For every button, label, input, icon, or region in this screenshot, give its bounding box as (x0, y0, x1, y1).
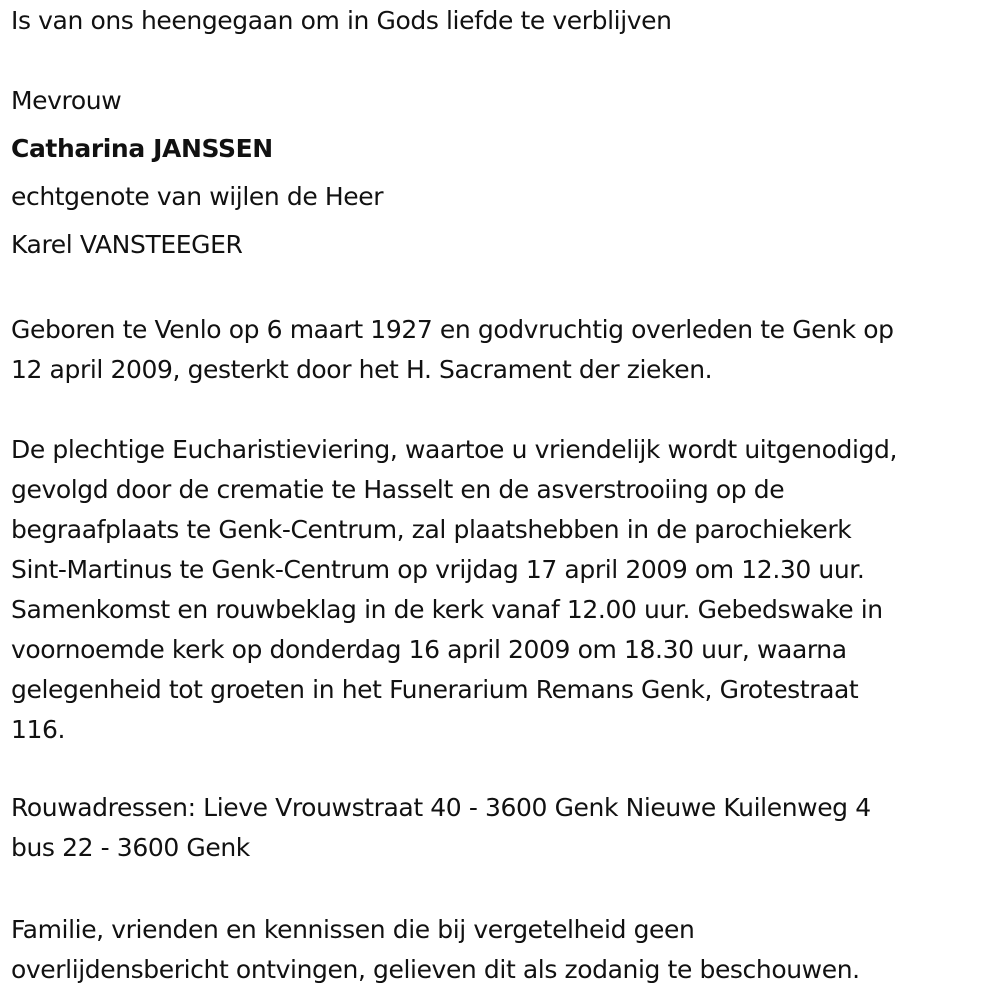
paragraph-line: Sint-Martinus te Genk-Centrum op vrijdag 17 april 2009 om 12.30 uur. (11, 555, 865, 584)
closing-note-paragraph (11, 910, 860, 990)
paragraph-line: 116. (11, 715, 66, 744)
birth-death-paragraph (11, 310, 894, 390)
intro-text: Is van ons heengegaan om in Gods liefde te verblijven (11, 6, 672, 35)
paragraph-line: 12 april 2009, gesterkt door het H. Sacrament der zieken. (11, 355, 713, 384)
paragraph-line: overlijdensbericht ontvingen, gelieven dit als zodanig te beschouwen. (11, 955, 860, 984)
salutation: Mevrouw (11, 86, 122, 115)
paragraph-line: begraafplaats te Genk-Centrum, zal plaatshebben in de parochiekerk (11, 515, 852, 544)
service-paragraph (11, 430, 897, 750)
paragraph-line: voornoemde kerk op donderdag 16 april 2009 om 18.30 uur, waarna (11, 635, 847, 664)
paragraph-line: De plechtige Eucharistieviering, waartoe u vriendelijk wordt uitgenodigd, (11, 435, 898, 464)
paragraph-line: Rouwadressen: Lieve Vrouwstraat 40 - 3600 Genk Nieuwe Kuilenweg 4 (11, 793, 871, 822)
paragraph-line: Geboren te Venlo op 6 maart 1927 en godvruchtig overleden te Genk op (11, 315, 894, 344)
spouse-name: Karel VANSTEEGER (11, 230, 243, 259)
paragraph-line: Familie, vrienden en kennissen die bij vergetelheid geen (11, 915, 695, 944)
paragraph-line: bus 22 - 3600 Genk (11, 833, 250, 862)
relation-line: echtgenote van wijlen de Heer (11, 182, 384, 211)
paragraph-line: gelegenheid tot groeten in het Funerarium Remans Genk, Grotestraat (11, 675, 859, 704)
paragraph-line: Samenkomst en rouwbeklag in de kerk vanaf 12.00 uur. Gebedswake in (11, 595, 883, 624)
paragraph-line: gevolgd door de crematie te Hasselt en de asverstrooiing op de (11, 475, 785, 504)
addresses-paragraph (11, 788, 871, 868)
deceased-name: Catharina JANSSEN (11, 134, 273, 163)
